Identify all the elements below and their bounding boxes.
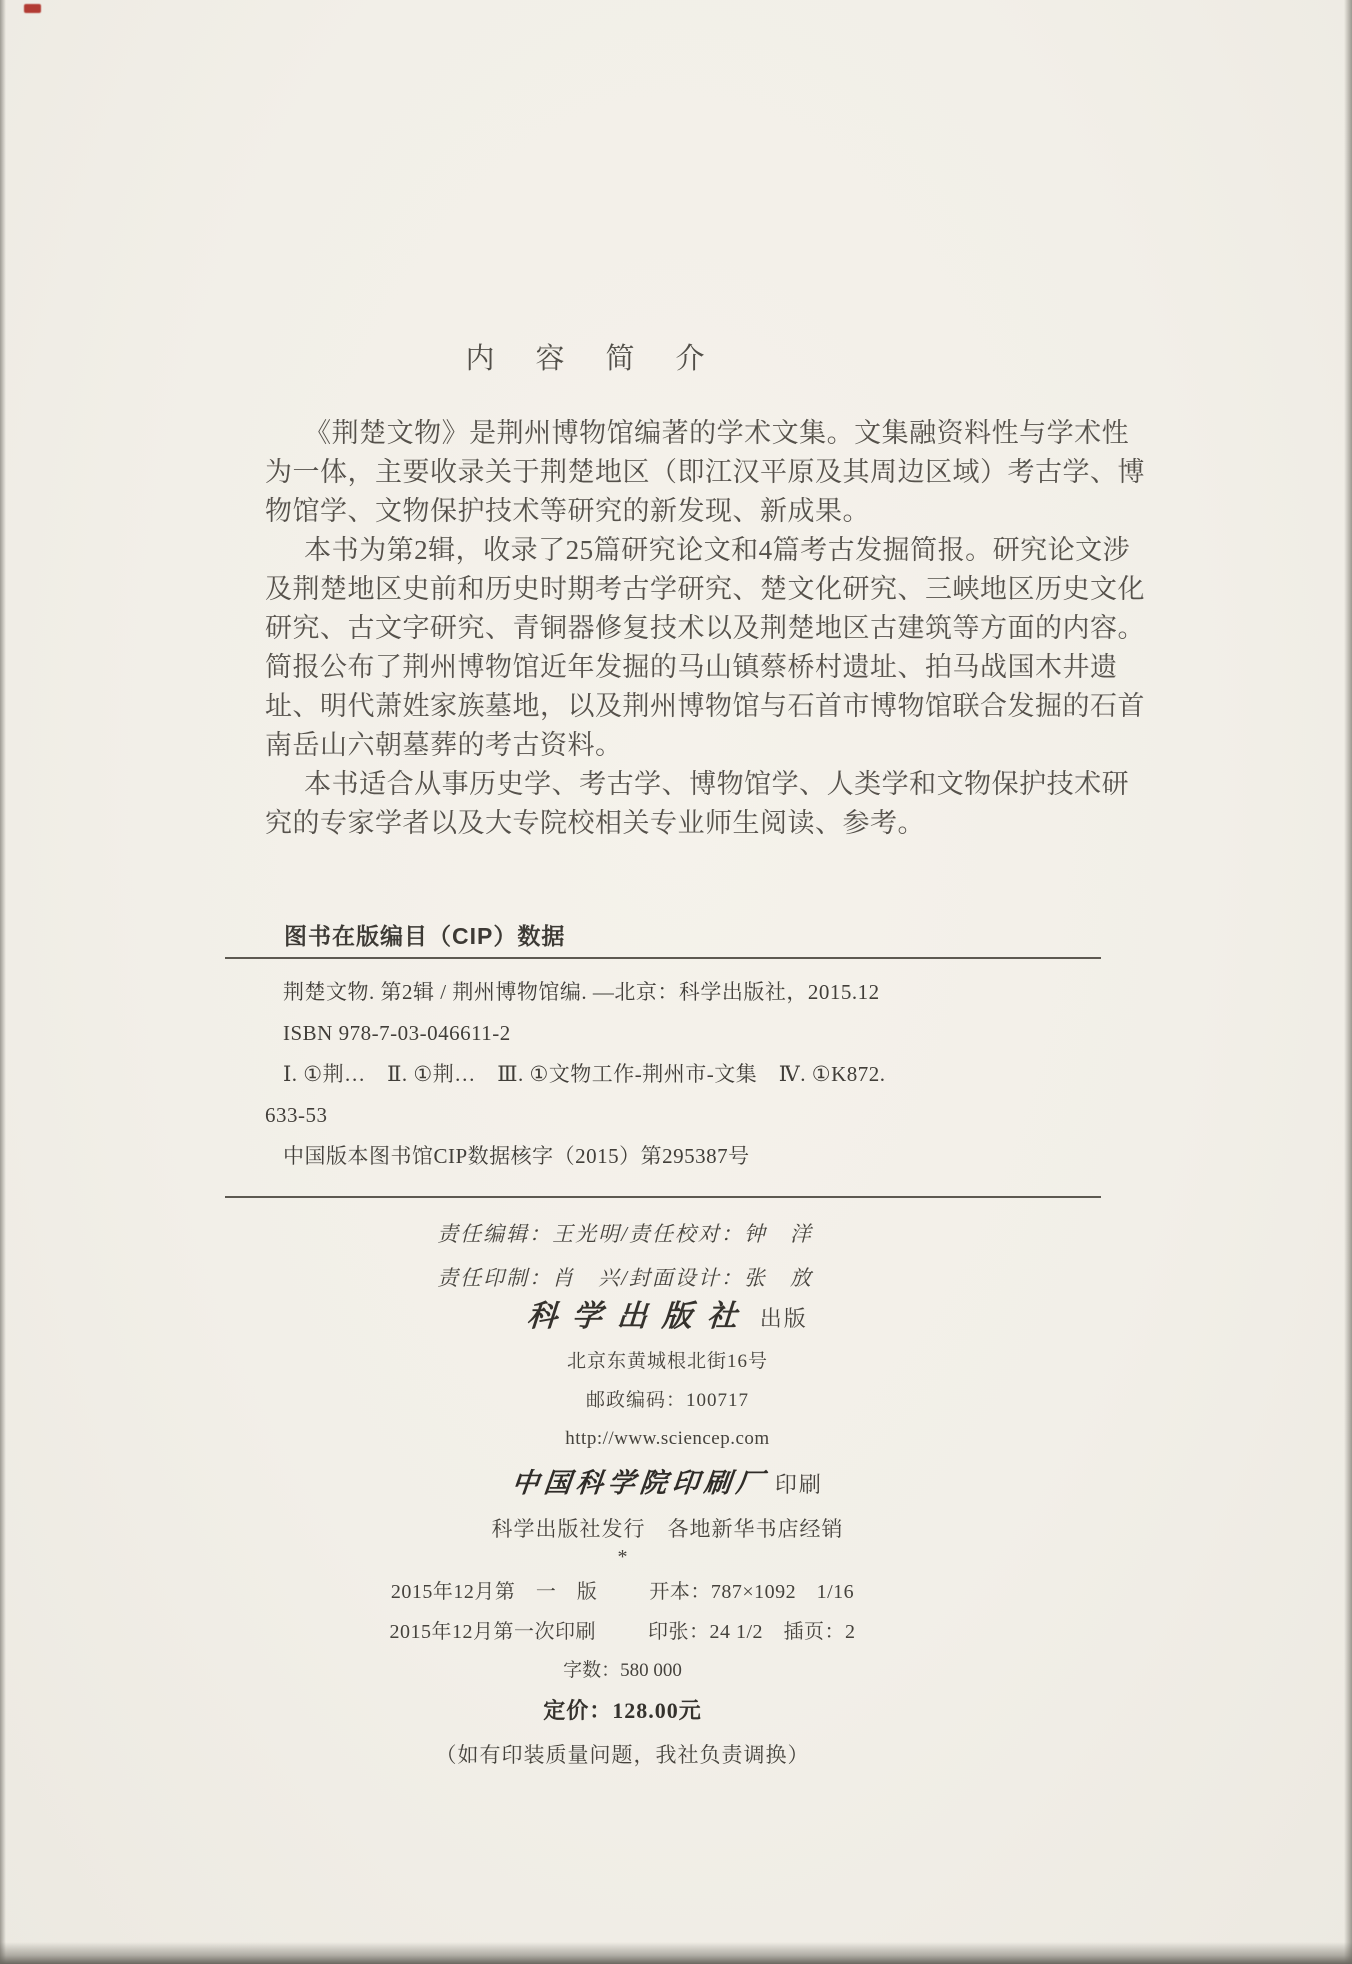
content-intro-title: 内 容 简 介 — [465, 343, 711, 375]
intro-line: 及荆楚地区史前和历史时期考古学研究、楚文化研究、三峡地区历史文化 — [265, 574, 1145, 604]
intro-line: 本书适合从事历史学、考古学、博物馆学、人类学和文物保护技术研 — [304, 769, 1130, 799]
word-count-line: 字数：580 000 — [563, 1660, 682, 1681]
edition-date: 2015年12月第 一 版 — [390, 1581, 598, 1603]
separator-asterisk: * — [617, 1546, 628, 1568]
scan-edge-left — [0, 0, 6, 1964]
intro-line: 为一体，主要收录关于荆楚地区（即江汉平原及其周边区域）考古学、博 — [265, 457, 1145, 487]
cip-block — [265, 972, 1103, 1177]
price-label: 定价： — [543, 1698, 613, 1723]
intro-line: 研究、古文字研究、青铜器修复技术以及荆楚地区古建筑等方面的内容。 — [265, 613, 1145, 643]
cip-class-continuation: 633-53 — [265, 1103, 328, 1127]
press-name-calligraphy: 科学出版社 — [526, 1300, 754, 1333]
intro-line: 南岳山六朝墓葬的考古资料。 — [265, 730, 623, 760]
edition-line — [190, 1572, 1055, 1612]
cip-title-line: 荆楚文物. 第2辑 / 荆州博物馆编. —北京：科学出版社，2015.12 — [283, 980, 880, 1004]
publisher-website: http://www.sciencep.com — [565, 1428, 770, 1449]
price-value: 128.00元 — [612, 1698, 702, 1723]
cip-registry-line: 中国版本图书馆CIP数据核字（2015）第295387号 — [283, 1144, 750, 1168]
quality-notice: （如有印装质量问题，我社负责调换） — [435, 1743, 810, 1767]
printing-date: 2015年12月第一次印刷 — [389, 1621, 596, 1643]
intro-line: 究的专家学者以及大专院校相关专业师生阅读、参考。 — [265, 808, 925, 838]
scan-edge-right — [1344, 0, 1352, 1964]
sheets-info: 印张：24 1/2 插页：2 — [647, 1621, 856, 1643]
cip-header: 图书在版编目（CIP）数据 — [284, 923, 566, 949]
cip-class-line: Ⅰ. ①荆… Ⅱ. ①荆… Ⅲ. ①文物工作-荆州市-文集 Ⅳ. ①K872. — [283, 1062, 886, 1086]
credits-printing-line: 责任印制：肖 兴/封面设计：张 放 — [437, 1266, 813, 1290]
format-info: 开本：787×1092 1/16 — [649, 1581, 855, 1603]
publisher-address: 北京东黄城根北街16号 — [566, 1351, 768, 1372]
credits-editors-line: 责任编辑：王光明/责任校对：钟 洋 — [437, 1222, 813, 1246]
content-intro-body — [265, 414, 1145, 843]
publisher-postcode: 邮政编码：100717 — [585, 1390, 749, 1411]
colophon-block — [190, 1542, 1055, 1778]
scan-edge-bottom — [0, 1942, 1352, 1964]
cip-divider-top — [225, 957, 1101, 959]
intro-line: 本书为第2辑，收录了25篇研究论文和4篇考古发掘简报。研究论文涉 — [304, 535, 1131, 565]
scan-red-mark — [24, 4, 41, 13]
printer-line — [235, 1460, 1100, 1508]
print-label: 印刷 — [774, 1472, 823, 1497]
price-line — [190, 1690, 1055, 1732]
printer-name-calligraphy: 中国科学院印刷厂 — [510, 1468, 770, 1498]
printing-line — [190, 1612, 1055, 1652]
intro-line: 物馆学、文物保护技术等研究的新发现、新成果。 — [265, 496, 870, 526]
cip-divider-bottom — [225, 1196, 1101, 1198]
staff-credits — [265, 1212, 985, 1300]
cip-isbn-line: ISBN 978-7-03-046611-2 — [283, 1021, 511, 1045]
intro-line: 简报公布了荆州博物馆近年发掘的马山镇蔡桥村遗址、拍马战国木井遗 — [265, 652, 1118, 682]
press-line — [235, 1294, 1100, 1342]
publisher-block — [235, 1294, 1100, 1550]
intro-line: 址、明代萧姓家族墓地，以及荆州博物馆与石首市博物馆联合发掘的石首 — [265, 691, 1145, 721]
distribution-line: 科学出版社发行 各地新华书店经销 — [491, 1517, 844, 1541]
intro-line: 《荆楚文物》是荆州博物馆编著的学术文集。文集融资料性与学术性 — [304, 418, 1130, 448]
publish-label: 出版 — [759, 1306, 808, 1331]
